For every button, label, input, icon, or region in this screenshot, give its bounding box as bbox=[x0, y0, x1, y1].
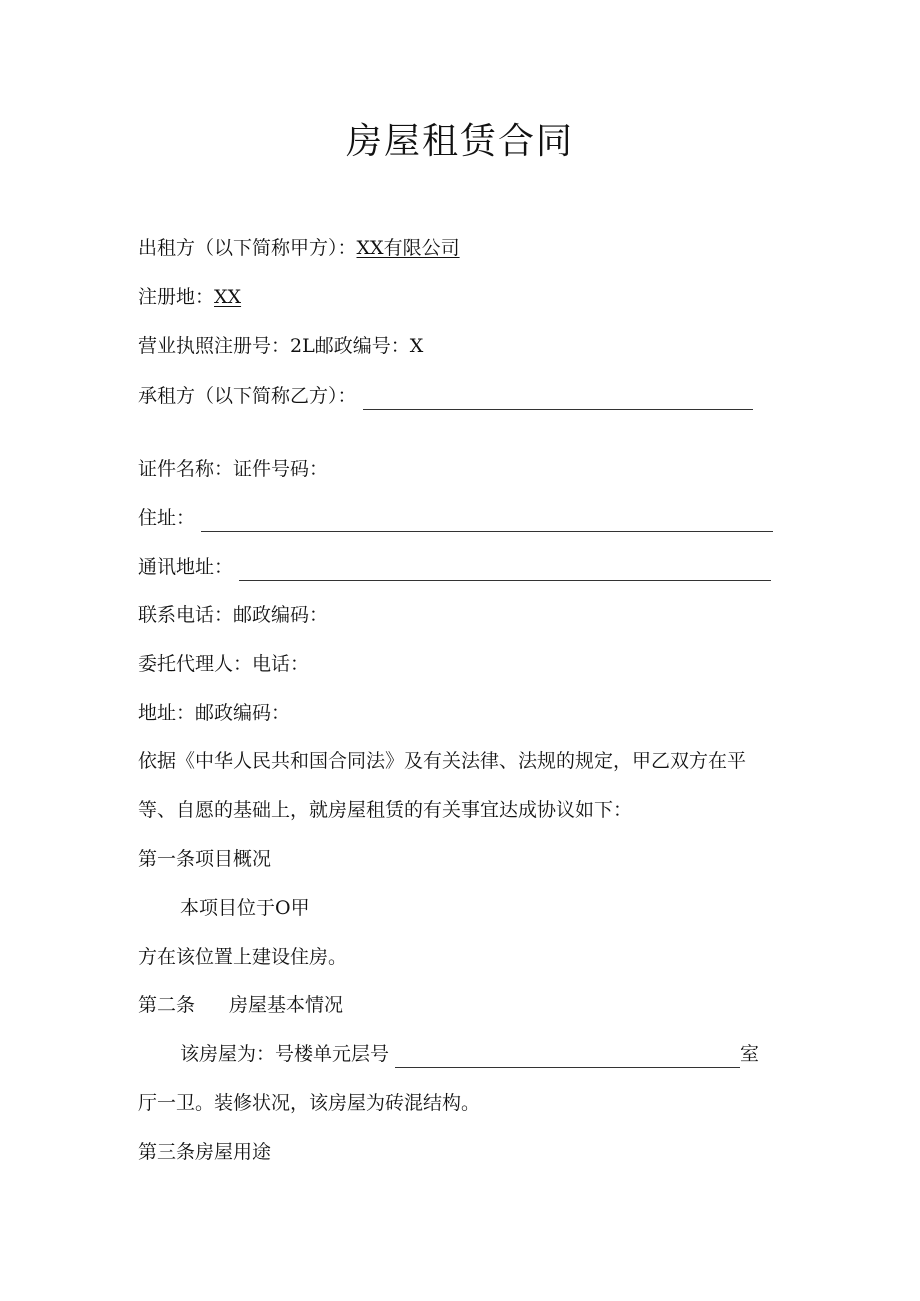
license-postal-value: X bbox=[409, 335, 424, 357]
registered-value: XX bbox=[214, 286, 242, 308]
article2-line-1 bbox=[180, 1040, 759, 1068]
license-line bbox=[138, 332, 423, 360]
agent-postal-label: 邮政编码： bbox=[195, 702, 291, 724]
contact-line bbox=[138, 601, 328, 629]
id-number-label: 证件号码： bbox=[233, 458, 329, 480]
article3-heading: 第三条房屋用途 bbox=[138, 1141, 272, 1163]
address-label: 住址： bbox=[138, 507, 196, 529]
registered-line bbox=[138, 283, 241, 311]
registered-label: 注册地： bbox=[138, 286, 215, 308]
id-name-label: 证件名称： bbox=[138, 458, 234, 480]
agent-address-line bbox=[138, 699, 290, 727]
lessee-line bbox=[138, 382, 753, 410]
preamble-line-1: 依据《中华人民共和国合同法》及有关法律、法规的规定，甲乙双方在平 bbox=[138, 750, 747, 772]
license-value: 2L bbox=[290, 335, 315, 357]
article2-heading-text: 房屋基本情况 bbox=[229, 994, 344, 1016]
address-blank[interactable] bbox=[201, 511, 773, 532]
article1-line-2: 方在该位置上建设住房。 bbox=[138, 946, 348, 968]
license-label: 营业执照注册号： bbox=[138, 335, 291, 357]
article2-line-1-text: 该房屋为：号楼单元层号 bbox=[180, 1043, 390, 1065]
mail-address-blank[interactable] bbox=[239, 560, 771, 581]
lessee-label: 承租方（以下简称乙方）： bbox=[138, 385, 357, 407]
lessee-blank[interactable] bbox=[363, 389, 753, 410]
agent-line bbox=[138, 650, 309, 678]
lessor-line bbox=[138, 234, 460, 262]
article2-line-1-room: 室 bbox=[740, 1043, 760, 1065]
agent-label: 委托代理人： bbox=[138, 653, 253, 675]
article2-line-2: 厅一卫。装修状况，该房屋为砖混结构。 bbox=[138, 1092, 481, 1114]
preamble-line-2: 等、自愿的基础上，就房屋租赁的有关事宜达成协议如下： bbox=[138, 799, 633, 821]
address-line bbox=[138, 504, 773, 532]
contact-phone-label: 联系电话： bbox=[138, 604, 234, 626]
agent-phone-label: 电话： bbox=[252, 653, 310, 675]
agent-address-label: 地址： bbox=[138, 702, 196, 724]
lessor-label: 出租方（以下简称甲方）： bbox=[138, 237, 357, 259]
license-postal-label: 邮政编号： bbox=[314, 335, 410, 357]
article1-line-1: 本项目位于O甲 bbox=[180, 897, 310, 919]
mail-address-line bbox=[138, 553, 771, 581]
lessor-value: XX有限公司 bbox=[356, 237, 460, 259]
article1-heading: 第一条项目概况 bbox=[138, 848, 272, 870]
article2-heading bbox=[138, 991, 343, 1019]
contact-postal-label: 邮政编码： bbox=[233, 604, 329, 626]
article2-room-blank[interactable] bbox=[395, 1047, 740, 1068]
mail-address-label: 通讯地址： bbox=[138, 556, 234, 578]
document-title: 房屋租赁合同 bbox=[345, 121, 574, 162]
article2-heading-number: 第二条 bbox=[138, 994, 196, 1016]
id-line bbox=[138, 455, 328, 483]
